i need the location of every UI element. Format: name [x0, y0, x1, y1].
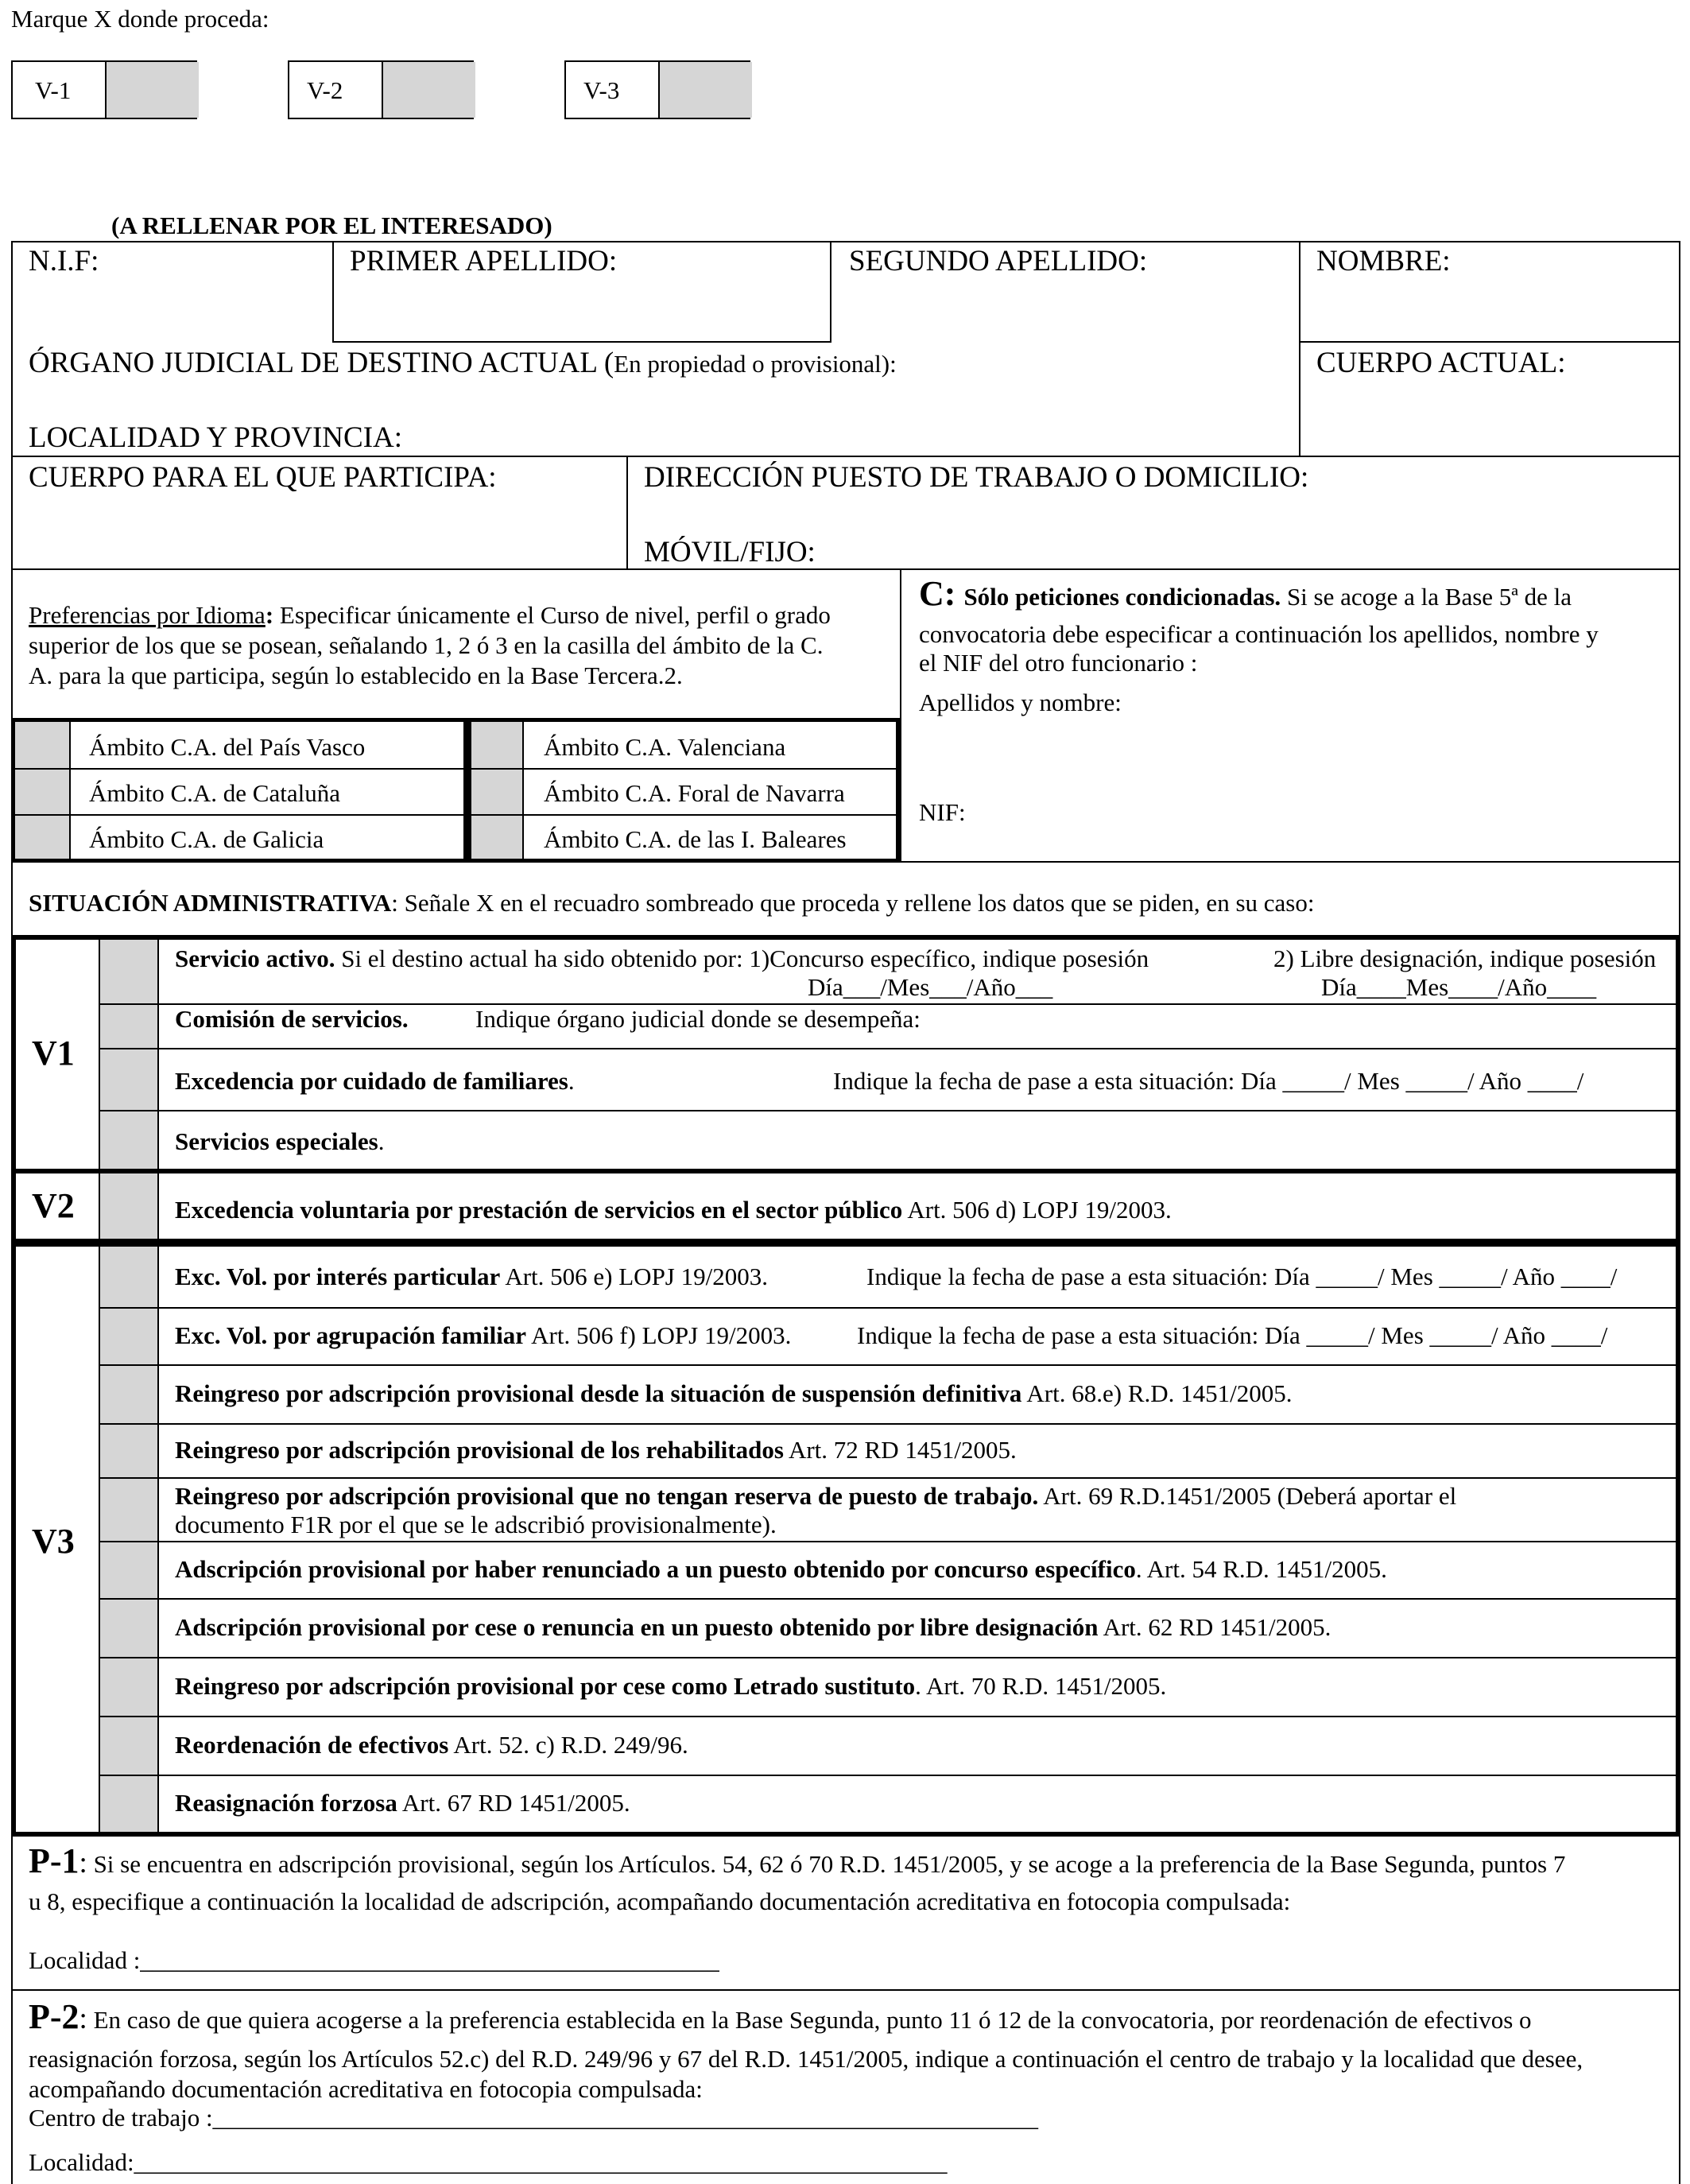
idioma-line-2: superior de los que se posean, señalando 1, 2 ó 3 en la casilla del ámbito de la C. [29, 631, 824, 659]
situacion-text: : Señale X en el recuadro sombreado que proceda y rellene los datos que se piden, en su caso: [391, 889, 1315, 917]
v3-row-article: . Art. 70 R.D. 1451/2005. [915, 1672, 1167, 1700]
ambito-checkbox-navarra[interactable] [471, 770, 522, 814]
cuerpo-participa-label: CUERPO PARA EL QUE PARTICIPA: [29, 461, 497, 494]
divider [522, 722, 524, 859]
v3-row-article: Art. 506 e) LOPJ 19/2003. [500, 1263, 768, 1290]
idioma-line-1 [29, 601, 831, 630]
ambito-label: Ámbito C.A. de Galicia [89, 825, 324, 853]
v3-row-bold: Reingreso por adscripción provisional por cese como Letrado sustituto [175, 1672, 916, 1700]
p2-line-3: acompañando documentación acreditativa en fotocopia compulsada: [29, 2075, 703, 2103]
divider [15, 814, 896, 816]
divider [11, 568, 1680, 570]
v3-checkbox[interactable] [100, 1364, 157, 1423]
v3-row-text [175, 1672, 1166, 1701]
divider [332, 241, 334, 343]
p1-line-2: u 8, especifique a continuación la localidad de adscripción, acompañando documentación acreditativa en fotocopia compulsada: [29, 1887, 1291, 1915]
condicionadas-nif-label: NIF: [919, 798, 966, 826]
v3-row-article: Art. 67 RD 1451/2005. [397, 1789, 630, 1817]
version-checkbox[interactable] [658, 62, 752, 118]
version-label: V-2 [307, 76, 343, 104]
v2-bold: Excedencia voluntaria por prestación de servicios en el sector público [175, 1196, 903, 1224]
condicionadas-line-1 [919, 574, 1572, 615]
condicionadas-letter: C: [919, 574, 956, 613]
divider [100, 1477, 1676, 1479]
v3-row-text [175, 1731, 688, 1759]
p2-localidad-field[interactable]: Localidad:__________________________________________________________________ [29, 2148, 948, 2176]
v2-label: V2 [32, 1186, 75, 1225]
v3-row-article: Art. 506 f) LOPJ 19/2003. [526, 1321, 792, 1349]
p2-label: P-2 [29, 1997, 79, 2036]
v3-row-article: . Art. 54 R.D. 1451/2005. [1135, 1555, 1387, 1583]
v2-line [175, 1196, 1172, 1224]
p1-label: P-1 [29, 1841, 79, 1880]
version-box-v3 [564, 60, 750, 119]
p2-line-1 [29, 1997, 1532, 2038]
excedencia-bold: Excedencia por cuidado de familiares [175, 1067, 568, 1095]
especiales-line [175, 1127, 384, 1156]
v3-row-text [175, 1321, 791, 1350]
movil-label: MÓVIL/FIJO: [644, 536, 816, 568]
checkbox-excedencia-familiares[interactable] [100, 1049, 157, 1110]
divider [100, 1364, 1676, 1366]
organo-small: En propiedad o provisional): [614, 350, 897, 378]
v3-row-bold: Reordenación de efectivos [175, 1731, 449, 1759]
servicio-activo-bold: Servicio activo. [175, 945, 335, 972]
divider [11, 456, 1680, 457]
direccion-label: DIRECCIÓN PUESTO DE TRABAJO O DOMICILIO: [644, 461, 1309, 494]
version-box-v2 [288, 60, 474, 119]
especiales-bold: Servicios especiales [175, 1127, 378, 1155]
p1-localidad-field[interactable]: Localidad :_______________________________________________ [29, 1946, 719, 1974]
v3-row-extra: Indique la fecha de pase a esta situación: Día _____/ Mes _____/ Año ____/ [866, 1263, 1618, 1290]
divider [830, 241, 831, 343]
v3-row-extra: Indique la fecha de pase a esta situación: Día _____/ Mes _____/ Año ____/ [857, 1321, 1608, 1349]
organo-label [29, 347, 897, 381]
idioma-label: Preferencias por Idioma [29, 601, 266, 629]
activo-date-1: Día___/Mes___/Año___ [808, 973, 1053, 1001]
v3-row-text [175, 1613, 1331, 1642]
divider [15, 768, 896, 770]
situacion-title: SITUACIÓN ADMINISTRATIVA [29, 889, 392, 917]
v3-row-bold: Reingreso por adscripción provisional desde la situación de suspensión definitiva [175, 1379, 1022, 1407]
p2-centro-field[interactable]: Centro de trabajo :___________________________________________________________________ [29, 2104, 1039, 2132]
v3-row-text [175, 1379, 1293, 1408]
ambito-checkbox-baleares[interactable] [471, 816, 522, 859]
frame-top [11, 241, 1680, 242]
version-checkbox[interactable] [382, 62, 475, 118]
organo-main: ÓRGANO JUDICIAL DE DESTINO ACTUAL ( [29, 347, 614, 379]
divider [900, 568, 901, 863]
version-label: V-3 [583, 76, 620, 104]
excedencia-date-text: Indique la fecha de pase a esta situación: Día _____/ Mes _____/ Año ____/ [833, 1067, 1584, 1095]
ambito-label: Ámbito C.A. Foral de Navarra [544, 779, 845, 807]
divider [100, 1775, 1676, 1776]
divider [100, 1657, 1676, 1658]
v3-row-text [175, 1263, 768, 1291]
divider [100, 1048, 1676, 1049]
condicionadas-bold: Sólo peticiones condicionadas. [963, 583, 1281, 611]
v3-row-extra: documento F1R por el que se le adscribió provisionalmente). [175, 1511, 777, 1538]
checkbox-servicio-activo[interactable] [100, 940, 157, 1003]
nombre-label: NOMBRE: [1316, 245, 1451, 277]
ambito-checkbox-galicia[interactable] [15, 816, 69, 859]
especiales-dot: . [378, 1127, 385, 1155]
divider [69, 722, 71, 859]
divider [100, 1541, 1676, 1542]
v3-row-text [175, 1789, 630, 1817]
divider [11, 341, 334, 343]
divider [157, 1247, 159, 1832]
situacion-header [29, 889, 1314, 917]
version-checkbox[interactable] [105, 62, 199, 118]
divider [332, 341, 831, 343]
v3-row-bold: Adscripción provisional por haber renunciado a un puesto obtenido por concurso específico [175, 1555, 1136, 1583]
v1-label: V1 [32, 1034, 75, 1073]
ambito-checkbox-pais-vasco[interactable] [15, 722, 69, 768]
p1-text: Si se encuentra en adscripción provisional, según los Artículos. 54, 62 ó 70 R.D. 1451/2005, y se acoge a la preferencia de la Base Segunda, puntos 7 [87, 1850, 1566, 1878]
localidad-label: LOCALIDAD Y PROVINCIA: [29, 421, 403, 454]
idioma-line-3: A. para la que participa, según lo establecido en la Base Tercera.2. [29, 661, 683, 689]
v3-checkbox[interactable] [100, 1598, 157, 1657]
checkbox-comision-servicios[interactable] [100, 1005, 157, 1048]
v3-row-bold: Adscripción provisional por cese o renuncia en un puesto obtenido por libre designación [175, 1613, 1099, 1641]
instruction-text: Marque X donde proceda: [11, 5, 269, 33]
v3-row-article: Art. 62 RD 1451/2005. [1098, 1613, 1331, 1641]
divider [11, 1989, 1680, 1991]
v3-checkbox[interactable] [100, 1541, 157, 1598]
p1-colon: : [79, 1847, 87, 1879]
condicionadas-text: Si se acoge a la Base 5ª de la [1281, 583, 1572, 611]
divider [100, 1598, 1676, 1600]
divider [100, 1716, 1676, 1717]
divider [100, 1307, 1676, 1309]
v3-row-article: Art. 68.e) R.D. 1451/2005. [1021, 1379, 1293, 1407]
p1-line-1 [29, 1841, 1565, 1882]
v3-row-bold: Reasignación forzosa [175, 1789, 397, 1817]
v3-checkbox[interactable] [100, 1775, 157, 1832]
comision-line [175, 1005, 409, 1034]
checkbox-excedencia-sector-publico[interactable] [100, 1173, 157, 1239]
activo-date-2: Día____Mes____/Año____ [1321, 973, 1597, 1001]
p2-colon: : [79, 2003, 87, 2035]
v3-row-bold: Exc. Vol. por interés particular [175, 1263, 501, 1290]
ambito-checkbox-valenciana[interactable] [471, 722, 522, 768]
v3-checkbox[interactable] [100, 1716, 157, 1775]
checkbox-servicios-especiales[interactable] [100, 1111, 157, 1169]
divider [100, 1110, 1676, 1111]
excedencia-dot: . [568, 1067, 575, 1095]
ambito-label: Ámbito C.A. de Cataluña [89, 779, 340, 807]
idioma-text: Especificar únicamente el Curso de nivel, perfil o grado [273, 601, 831, 629]
v3-label: V3 [32, 1522, 75, 1561]
servicio-activo-text: Si el destino actual ha sido obtenido por: 1)Concurso específico, indique posesión [335, 945, 1149, 972]
p2-line-2: reasignación forzosa, según los Artículos 52.c) del R.D. 249/96 y 67 del R.D. 1451/2005, indique a continuación el centro de trabajo y la localidad que desee, [29, 2045, 1583, 2073]
ambito-label: Ámbito C.A. Valenciana [544, 733, 786, 761]
condicionadas-line-2: convocatoria debe especificar a continuación los apellidos, nombre y [919, 620, 1599, 648]
ambito-label: Ámbito C.A. de las I. Baleares [544, 825, 847, 853]
comision-bold: Comisión de servicios. [175, 1005, 409, 1033]
divider [157, 940, 159, 1169]
divider [157, 1173, 159, 1239]
version-box-v1 [11, 60, 197, 119]
divider [626, 456, 628, 570]
v3-row-text [175, 1555, 1387, 1584]
excedencia-line [175, 1067, 575, 1096]
divider [11, 1243, 1680, 1247]
condicionadas-line-3: el NIF del otro funcionario : [919, 649, 1198, 677]
ambito-checkbox-cataluna[interactable] [15, 770, 69, 814]
v3-row-article: Art. 72 RD 1451/2005. [783, 1436, 1017, 1464]
divider [900, 861, 1680, 863]
nif-label: N.I.F: [29, 245, 99, 277]
divider [1299, 341, 1680, 343]
v2-text: Art. 506 d) LOPJ 19/2003. [902, 1196, 1172, 1224]
primer-apellido-label: PRIMER APELLIDO: [350, 245, 618, 277]
divider [100, 1423, 1676, 1425]
v3-checkbox[interactable] [100, 1307, 157, 1364]
fill-note: (A RELLENAR POR EL INTERESADO) [111, 211, 552, 239]
v3-checkbox[interactable] [100, 1423, 157, 1477]
v3-checkbox[interactable] [100, 1247, 157, 1307]
version-label: V-1 [35, 76, 72, 104]
idioma-colon: : [265, 601, 274, 629]
v3-row-text [175, 1482, 1456, 1511]
p2-text: En caso de que quiera acogerse a la preferencia establecida en la Base Segunda, punto 11 ó 12 de la convocatoria, por reordenación de efectivos o [87, 2006, 1532, 2034]
v3-checkbox[interactable] [100, 1477, 157, 1541]
v3-row-bold: Reingreso por adscripción provisional de los rehabilitados [175, 1436, 784, 1464]
v3-row-text [175, 1436, 1017, 1464]
v3-row-article: Art. 52. c) R.D. 249/96. [448, 1731, 688, 1759]
apellidos-nombre-label: Apellidos y nombre: [919, 689, 1122, 716]
v3-checkbox[interactable] [100, 1657, 157, 1716]
libre-designacion-text: 2) Libre designación, indique posesión [1273, 945, 1657, 972]
v3-row-bold: Exc. Vol. por agrupación familiar [175, 1321, 527, 1349]
v3-row-article: Art. 69 R.D.1451/2005 (Deberá aportar el [1038, 1482, 1457, 1510]
cuerpo-actual-label: CUERPO ACTUAL: [1316, 347, 1566, 379]
servicio-activo-line [175, 945, 1149, 973]
comision-text: Indique órgano judicial donde se desempeña: [475, 1005, 921, 1033]
v3-row-bold: Reingreso por adscripción provisional que no tengan reserva de puesto de trabajo. [175, 1482, 1039, 1510]
segundo-apellido-label: SEGUNDO APELLIDO: [849, 245, 1148, 277]
ambito-label: Ámbito C.A. del País Vasco [89, 733, 366, 761]
divider [1299, 241, 1300, 456]
